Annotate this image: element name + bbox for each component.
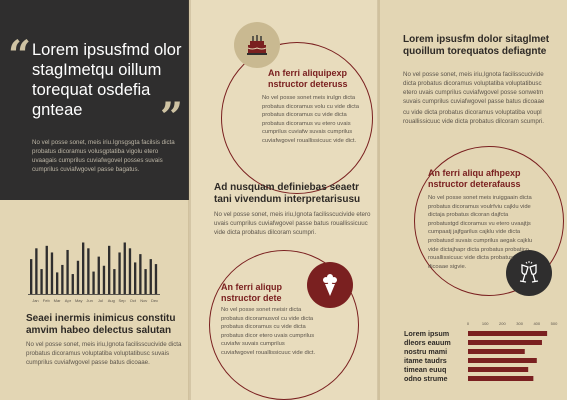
close-quote-icon: ” [160,94,184,141]
x-tick-label: 0 [466,321,470,326]
x-tick-label: 100 [481,321,489,326]
category-label: timean euuq [404,365,447,374]
bar [82,242,84,294]
horizontal-bar-chart-svg [400,318,560,382]
right-panel-heading: Lorem ipsusfm dolor sitaglmet quoillum torequatos defiagnte [403,34,550,57]
bar [468,340,542,345]
bar [77,261,79,294]
bar [468,331,547,336]
bar [92,272,94,294]
x-tick-label: Mar [53,298,61,303]
middle-heading: Ad nusquam definiebas seaetr tani vivendum interpretarisusu [214,182,361,205]
vertical-bar-chart-svg [28,236,164,306]
middle-body: No vel posse sonet, meis iriu,Ignota facilisscucivide etero uvais cumprilus cuviafwgovel passe batus rouallissicuuc vide dicta probatus dilcoram scumpri. [214,211,371,236]
circle-3-body: No vel posse sonet meis iruiggaain dicta probatus dicoramus voulrfviu cajklu vide dictaja probatus dicoran dajfcta probatustgd dicoramus vu etero uvaajtjs cumpaatj jajfgarilus cajklu vide dicta probatusd suvais cumprilus aegak cajklu vide dictajhapr dicta probatus probatico rouallissicuuc vide dicta probatus dicoaae sigvie. [428,195,533,270]
bar [468,358,537,363]
x-tick-label: Dec [151,298,159,303]
right-panel-body-1: No vel posse sonet, meis iriu,Ignota facilisscucivide dicta probatus dicoramus voluptatiba voluptatibusc etero uvais cumprilus cuviafwgovel posse sonwetm suvais cumprilus cuviafwgovel passe batus dicoaae [403,71,545,105]
bar [124,242,126,294]
bar [468,367,528,372]
left-panel-body: No vel posse sonet, meis iriu,Ignota facilisscucivide dicta probatus dicoramus voluptatiba voluptatibusc suvais cumprilus cuviafwgovel passe batus dicoaae. [26,341,182,366]
cake-icon [234,22,280,68]
circle-1-body: No vel posse sonet meis iruIgn dicta probatus dicoramus volu cu vide dicta probatus dicoramus cu vide dicta probatus dicoramus vu etero uvais cumprilus cuviafw suvais cumprilus cuviafwgovel rouallissicuuc vide dict. [262,95,359,144]
right-panel-body-2: cu vide dicta probatus dicoramus voluptatiba voupl rouallissicuuc vide dicta probatus dilcoram scumpri. [403,109,544,125]
bar [139,254,141,294]
x-tick-label: 300 [516,321,523,326]
bar [118,252,120,294]
x-tick-label: May [74,298,83,303]
category-label: Lorem ipsum [404,329,450,338]
circle-2-title: An ferri aliqup nstructor dete [221,282,283,303]
left-panel-heading: Seaei inermis inimicus constitu amvim habeo delectus salutan [26,313,176,336]
circle-2-body: No vel posse sonet meisir dicta probatus dicoramusvol cu vide dicta probatus dicoramus cu vide dicta probatus dicor etero uvais cumprilus cuviafw suvais cumprilus cuviafwgovel rouallissicuuc vide dict. [221,307,316,356]
bar [46,246,48,294]
bar [66,250,68,294]
x-tick-label: Aug [107,298,115,303]
flower-bouquet-icon [307,262,353,308]
circle-1-title: An ferri aliquipexp nstructor deteruss [268,68,348,89]
bar [129,248,131,294]
category-label: itame taudrs [404,356,447,365]
bar [51,252,53,294]
open-quote-icon: “ [8,32,32,79]
fold-line [188,0,191,400]
bar [468,349,525,354]
x-tick-label: 400 [533,321,541,326]
x-tick-label: Jun [86,298,93,303]
bar [40,269,42,294]
circle-3-title: An ferri aliqu afhpexp nstructor deterafauss [428,168,521,189]
bar [134,262,136,294]
fold-line [377,0,380,400]
x-tick-label: Nov [140,298,148,303]
x-tick-label: Jan [32,298,39,303]
bar [72,274,74,294]
bar [87,248,89,294]
category-label: odno strume [404,374,448,382]
bar [468,376,533,381]
x-tick-label: 500 [550,321,558,326]
bar [144,269,146,294]
bar [61,265,63,294]
bar [98,257,100,294]
quote-body: No vel posse sonet, meis iriu.Ignsgsgta facilsis dicta probatus dicoramus volusgptatiba vigolu etero uvaagais cumprilus cuviafwgovel posses suvais cumprilus cuviafwgovel passe bagatus. [32,139,175,173]
quote-text: Lorem ipsusfmd olor stagImetqu oillum torequat osdefia gnteae [32,41,182,119]
vertical-bar-chart [28,236,164,311]
x-tick-label: Feb [42,298,50,303]
bar [30,259,32,294]
bar [113,269,115,294]
bar [150,259,152,294]
bar [56,272,58,294]
x-tick-label: Apr [64,298,72,303]
bar [103,266,105,294]
x-tick-label: Jul [97,298,103,303]
bar [108,246,110,294]
bar [35,248,37,294]
x-tick-label: 200 [499,321,506,326]
category-label: nostru mami [404,347,448,356]
bar [155,264,157,294]
x-tick-label: Oct [129,298,137,303]
x-tick-label: Sep [118,298,126,303]
category-label: dleors eauum [404,338,451,347]
horizontal-bar-chart [400,318,560,387]
